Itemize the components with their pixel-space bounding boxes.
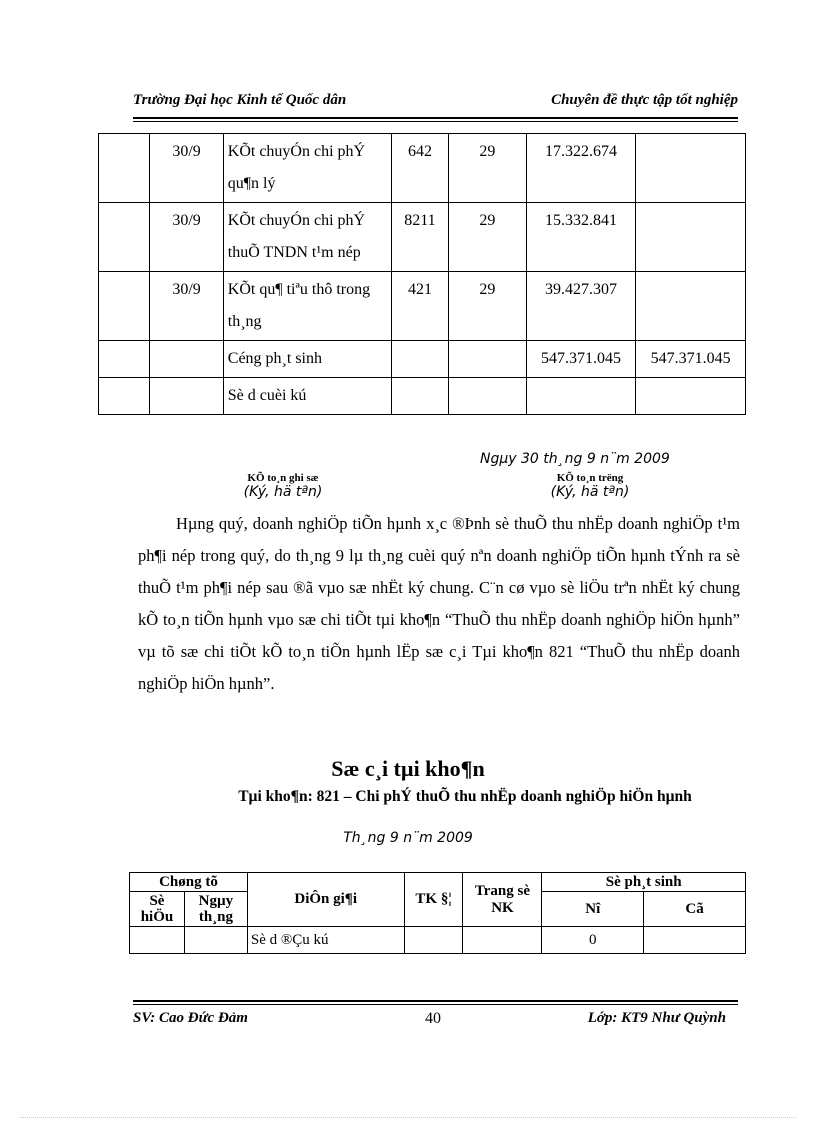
header-rule-thin	[133, 121, 738, 122]
footer-rule-thin	[133, 1004, 738, 1005]
ledger-title: Sæ c¸i tµi kho¶n	[331, 756, 485, 781]
col-amount: Sè ph¸t sinh	[542, 873, 746, 892]
signature-bookkeeper	[228, 472, 338, 500]
header-rule	[133, 117, 738, 119]
table-row-total: Céng ph¸t sinh 547.371.045 547.371.045	[99, 341, 746, 378]
col-tk: TK §¦	[404, 873, 463, 927]
header-school: Trường Đại học Kinh tế Quốc dân	[133, 92, 347, 108]
footer-student: SV: Cao Đức Đảm	[133, 1010, 248, 1026]
col-debit: Nî	[542, 892, 644, 927]
bookkeeper-note: (Ký, hä tªn)	[243, 484, 323, 500]
col-voucher-no: Sè hiÖu	[130, 892, 185, 927]
journal-table	[98, 133, 746, 415]
page-number: 40	[425, 1010, 441, 1027]
page-edge	[20, 1117, 796, 1118]
chief-accountant-note: (Ký, hä tªn)	[550, 484, 630, 500]
ledger-table	[129, 872, 746, 954]
col-page: Trang sè NK	[463, 873, 542, 927]
col-voucher-date: Ngµy th¸ng	[184, 892, 247, 927]
col-desc: DiÔn gi¶i	[247, 873, 404, 927]
ledger-subtitle: Tµi kho¶n: 821 – Chi phÝ thuÕ thu nhËp doanh nghiÖp hiÖn hµnh	[238, 788, 692, 805]
table-row: Sè d ®Çu kú 0	[130, 927, 746, 954]
page-header	[133, 92, 738, 109]
signature-date: Ngµy 30 th¸ng 9 n¨m 2009	[480, 451, 670, 467]
bookkeeper-title: KÕ to¸n ghi sæ	[247, 472, 319, 484]
header-doc-title: Chuyên đề thực tập tốt nghiệp	[551, 92, 738, 108]
col-credit: Cã	[644, 892, 746, 927]
chief-accountant-title: KÕ to¸n trëng	[556, 472, 624, 484]
table-row: 30/9 KÕt chuyÓn chi phÝ thuÕ TNDN t¹m nép 8211 29 15.332.841	[99, 203, 746, 272]
table-row-closing: Sè d cuèi kú	[99, 378, 746, 415]
col-voucher: Chøng tõ	[130, 873, 248, 892]
footer-rule	[133, 1000, 738, 1002]
table-row: 30/9 KÕt chuyÓn chi phÝ qu¶n lý 642 29 17.322.674	[99, 134, 746, 203]
table-row: 30/9 KÕt qu¶ tiªu thô trong th¸ng 421 29 39.427.307	[99, 272, 746, 341]
footer-class: Lớp: KT9 Như Quỳnh	[587, 1010, 726, 1026]
signature-chief-accountant	[530, 472, 650, 500]
ledger-period: Th¸ng 9 n¨m 2009	[343, 830, 473, 846]
body-paragraph: Hµng quý, doanh nghiÖp tiÕn hµnh x¸c ®Þnh sè thuÕ thu nhËp doanh nghiÖp t¹m ph¶i nép trong quý, do th¸ng 9 lµ th¸ng cuèi quý nªn doanh nghiÖp tiÕn hµnh tÝnh ra sè thuÕ t¹m ph¶i nép sau ®ã vµo sæ nhËt ký chung. C¨n cø vµo sè liÖu trªn nhËt ký chung kÕ to¸n tiÕn hµnh vµo sæ chi tiÕt tµi kho¶n “ThuÕ thu nhËp doanh nghiÖp hiÖn hµnh” vµ tõ sæ chi tiÕt kÕ to¸n tiÕn hµnh lËp sæ c¸i Tµi kho¶n 821 “ThuÕ thu nhËp doanh nghiÖp hiÖn hµnh”.	[138, 514, 740, 693]
